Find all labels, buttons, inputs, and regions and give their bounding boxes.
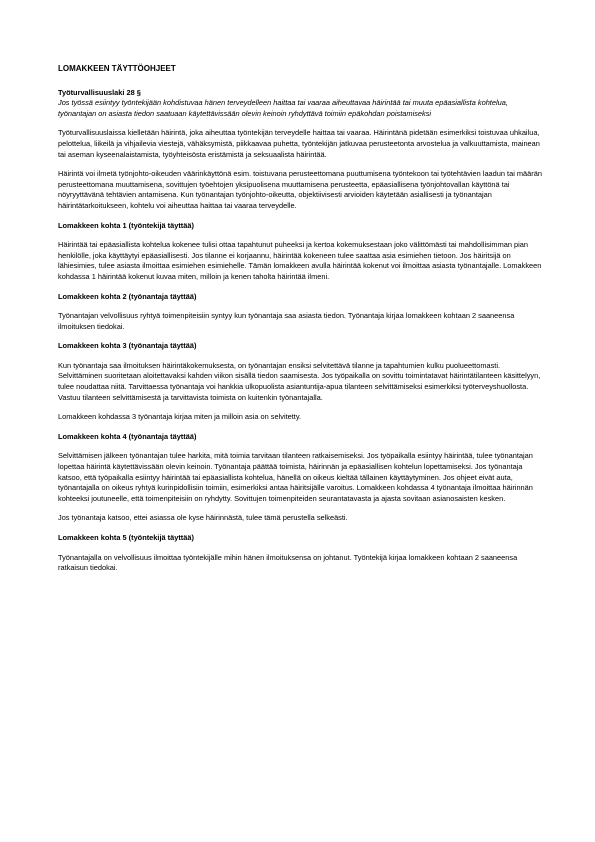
section-paragraph: Selvittämisen jälkeen työnantajan tulee harkita, mitä toimia tarvitaan tilanteen ratkaisemiseksi. Jos työpaikalla esiintyy häirintää, tulee työnantajan lopettaa häirintä käytettävissään olevin keinoin. Työnantaja päättää toimista, häirinnän ja epäasiallisen kohtelun lopettamiseksi. Jos työnantaja katsoo, että työpaikalla esiintyy häirintää tai epäasiallista kohtelua, hänellä on oikeus kieltää tällainen käyttäytyminen. Jos ohjeet eivät auta, työnantajalla on oikeus ryhtyä kurinpidollisiin toimiin, esimerkiksi antaa häiritsijälle varoitus. Lomakkeen kohdassa 4 työnantaja ilmoittaa häirinnän kohteeksi joutuneelle, että toimenpiteisiin on ryhdytty. Sovittujen toimenpiteiden seurantatavasta ja ajasta sovitaan asianosaisten kesken. [58,451,533,503]
section-heading-kohta-1: Lomakkeen kohta 1 (työntekijä täyttää) [58,220,194,230]
section-paragraph: Työnantajalla on velvollisuus ilmoittaa työntekijälle mihin hänen ilmoituksensa on johtanut. Työntekijä kirjaa lomakkeen kohtaan 2 saaneensa ratkaisun tiedokai. [58,552,518,573]
section-paragraph: Häirintää tai epäasiallista kohtelua kokenee tulisi ottaa tapahtunut puheeksi ja kertoa kokemuksestaan joko välittömästi tai mahdollisimman pian henkilölle, joka käyttäytyi epäasiallisesti. Jos tilanne ei korjaannu, häirintää kokeneen tulee saattaa asia esimiehen tietoon. Jos häiritsijä on lähiesimies, tulee asiasta ilmoittaa esimiehen esimiehelle. Tämän lomakkeen avulla häirintää kokenut voi ilmoittaa asiasta työnantajalle. Lomakkeen kohdassa 1 häirintää kokenut kuvaa miten, milloin ja kenen taholta häirintää ilmeni. [58,240,542,281]
section-heading-kohta-3: Lomakkeen kohta 3 (työnantaja täyttää) [58,341,197,351]
document-title: LOMAKKEEN TÄYTTÖOHJEET [58,64,176,73]
law-reference-title: Työturvallisuuslaki 28 § [58,87,141,97]
section-heading-kohta-5: Lomakkeen kohta 5 (työntekijä täyttää) [58,533,194,542]
section-heading-kohta-2: Lomakkeen kohta 2 (työnantaja täyttää) [58,291,197,301]
intro-paragraph: Työturvallisuuslaissa kielletään häirintä, joka aiheuttaa työntekijän terveydelle haittaa tai vaaraa. Häirintänä pidetään esimerkiksi toistuvaa uhkailua, pelottelua, liikeilä ja vihjailevia viestejä, vähäksymistä, piikkaavaa puhetta, työntekijän jatkuvaa perusteetonta arvostelua ja valkuuttamista, mainean tai aseman kyseenalaistamista, työyhteisösta eristämistä ja seksuaalista häirintää. [58,128,540,159]
law-quote: Jos työssä esiintyy työntekijään kohdistuvaa hänen terveydelleen haittaa tai vaaraa aiheuttavaa häirintää tai muuta epäasiallista kohtelua, työnantajan on asiasta tiedon saatuaan käytettävissään olevin keinoin ryhdyttävä toimiin epäkohdan poistamiseksi [58,98,508,118]
section-paragraph: Kun työnantaja saa ilmoituksen häirintäkokemuksesta, on työnantajan ensiksi selvitettävä tilanne ja tapahtumien kulku puolueettomasti. Selvittäminen suoritetaan aloitettavaksi kahden viikon sisällä tiedon saamisesta. Jos työpaikalla on sovittu toimintatavat häirintätilanteen käsittelyyn, tulee noudattaa niitä. Tarvittaessa työnantaja voi hankkia ulkopuolista asiantuntija-apua tilanteen selvittämiseksi esimerkiksi työterveyshuollosta. Vastuu tilanteen selvittämisestä ja tarvittavista toimista on kuitenkin työnantajalla. [58,360,541,402]
section-paragraph: Lomakkeen kohdassa 3 työnantaja kirjaa miten ja milloin asia on selvitetty. [58,412,302,422]
document-body [58,64,546,583]
section-heading-kohta-4: Lomakkeen kohta 4 (työnantaja täyttää) [58,431,197,441]
section-paragraph: Työnantajan velvollisuus ryhtyä toimenpiteisiin syntyy kun työnantaja saa asiasta tiedon. Työnantaja kirjaa lomakkeen kohtaan 2 saaneensa ilmoituksen tiedokai. [58,311,515,331]
section-paragraph: Jos työnantaja katsoo, ettei asiassa ole kyse häirinnästä, tulee tämä perustella selkeästi. [58,513,348,523]
intro-paragraph: Häirintä voi ilmetä työnjohto-oikeuden väärinkäyttönä esim. toistuvana perusteettomana puuttumisena työntekoon tai työtehtävien laadun tai määrän perusteettomana muuttamisena, sovittujen työehtojen yksipuolisena muuttamisena perusteetta, epäasiallisena työnjohtovallan käyttönä tai nöyryyttävänä tehtävien antamisena. Kun työnantajan työnjohto-oikeutta, objektiivisesti arvioiden käytetään asiallisesti ja työnantajan häirintätarkoitukseen, kohtelu voi aiheuttaa haittaa tai vaaraa terveydelle. [58,169,542,210]
